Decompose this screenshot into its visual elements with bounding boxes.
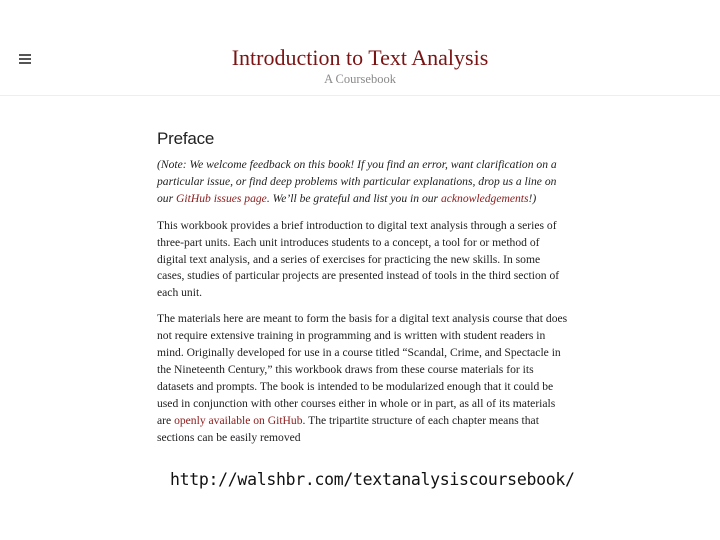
materials-text-1: The materials here are meant to form the basis for a digital text analysis course that does not require extensive training in programming and is written with student readers in mind. Originally developed for use in a course titled “Scandal, Crime, and Spectacle in the Nineteenth Century,” this workbook draws from these course materials for its datasets and prompts. The book is intended to be modularized enough that it could be used in conjunction with other courses either in whole or in part, as all of its materials are <box>157 312 568 427</box>
acknowledgements-link[interactable]: acknowledgements <box>440 191 529 205</box>
page-content <box>157 127 569 456</box>
page-heading: Preface <box>157 129 215 148</box>
note-text-1: (Note: We welcome feedback on this book! If you find an error, want clarification on a particular issue, or find deep problems with particular explanations, drop us a line on our <box>157 158 557 205</box>
github-issues-link[interactable]: GitHub issues page <box>176 191 267 205</box>
github-link[interactable]: openly available on GitHub <box>174 413 303 427</box>
materials-text-2: . The tripartite structure of each chapter means that sections can be easily removed <box>157 413 539 444</box>
site-subtitle: A Coursebook <box>324 72 396 86</box>
feedback-note <box>157 157 569 208</box>
materials-paragraph <box>157 311 569 446</box>
intro-paragraph: This workbook provides a brief introduction to digital text analysis through a series of three-part units. Each unit introduces students to a concept, a tool for or method of digital text analysis, and a series of exercises for practicing the new skills. In some cases, studies of particular projects are presented instead of tools in the third section of each unit. <box>157 218 560 300</box>
url-caption: http://walshbr.com/textanalysiscoursebook/ <box>170 470 575 489</box>
site-header <box>0 0 720 96</box>
note-text-3: !) <box>528 191 537 205</box>
site-title[interactable]: Introduction to Text Analysis <box>231 45 489 70</box>
note-text-2: . We’ll be grateful and list you in our <box>266 191 441 205</box>
